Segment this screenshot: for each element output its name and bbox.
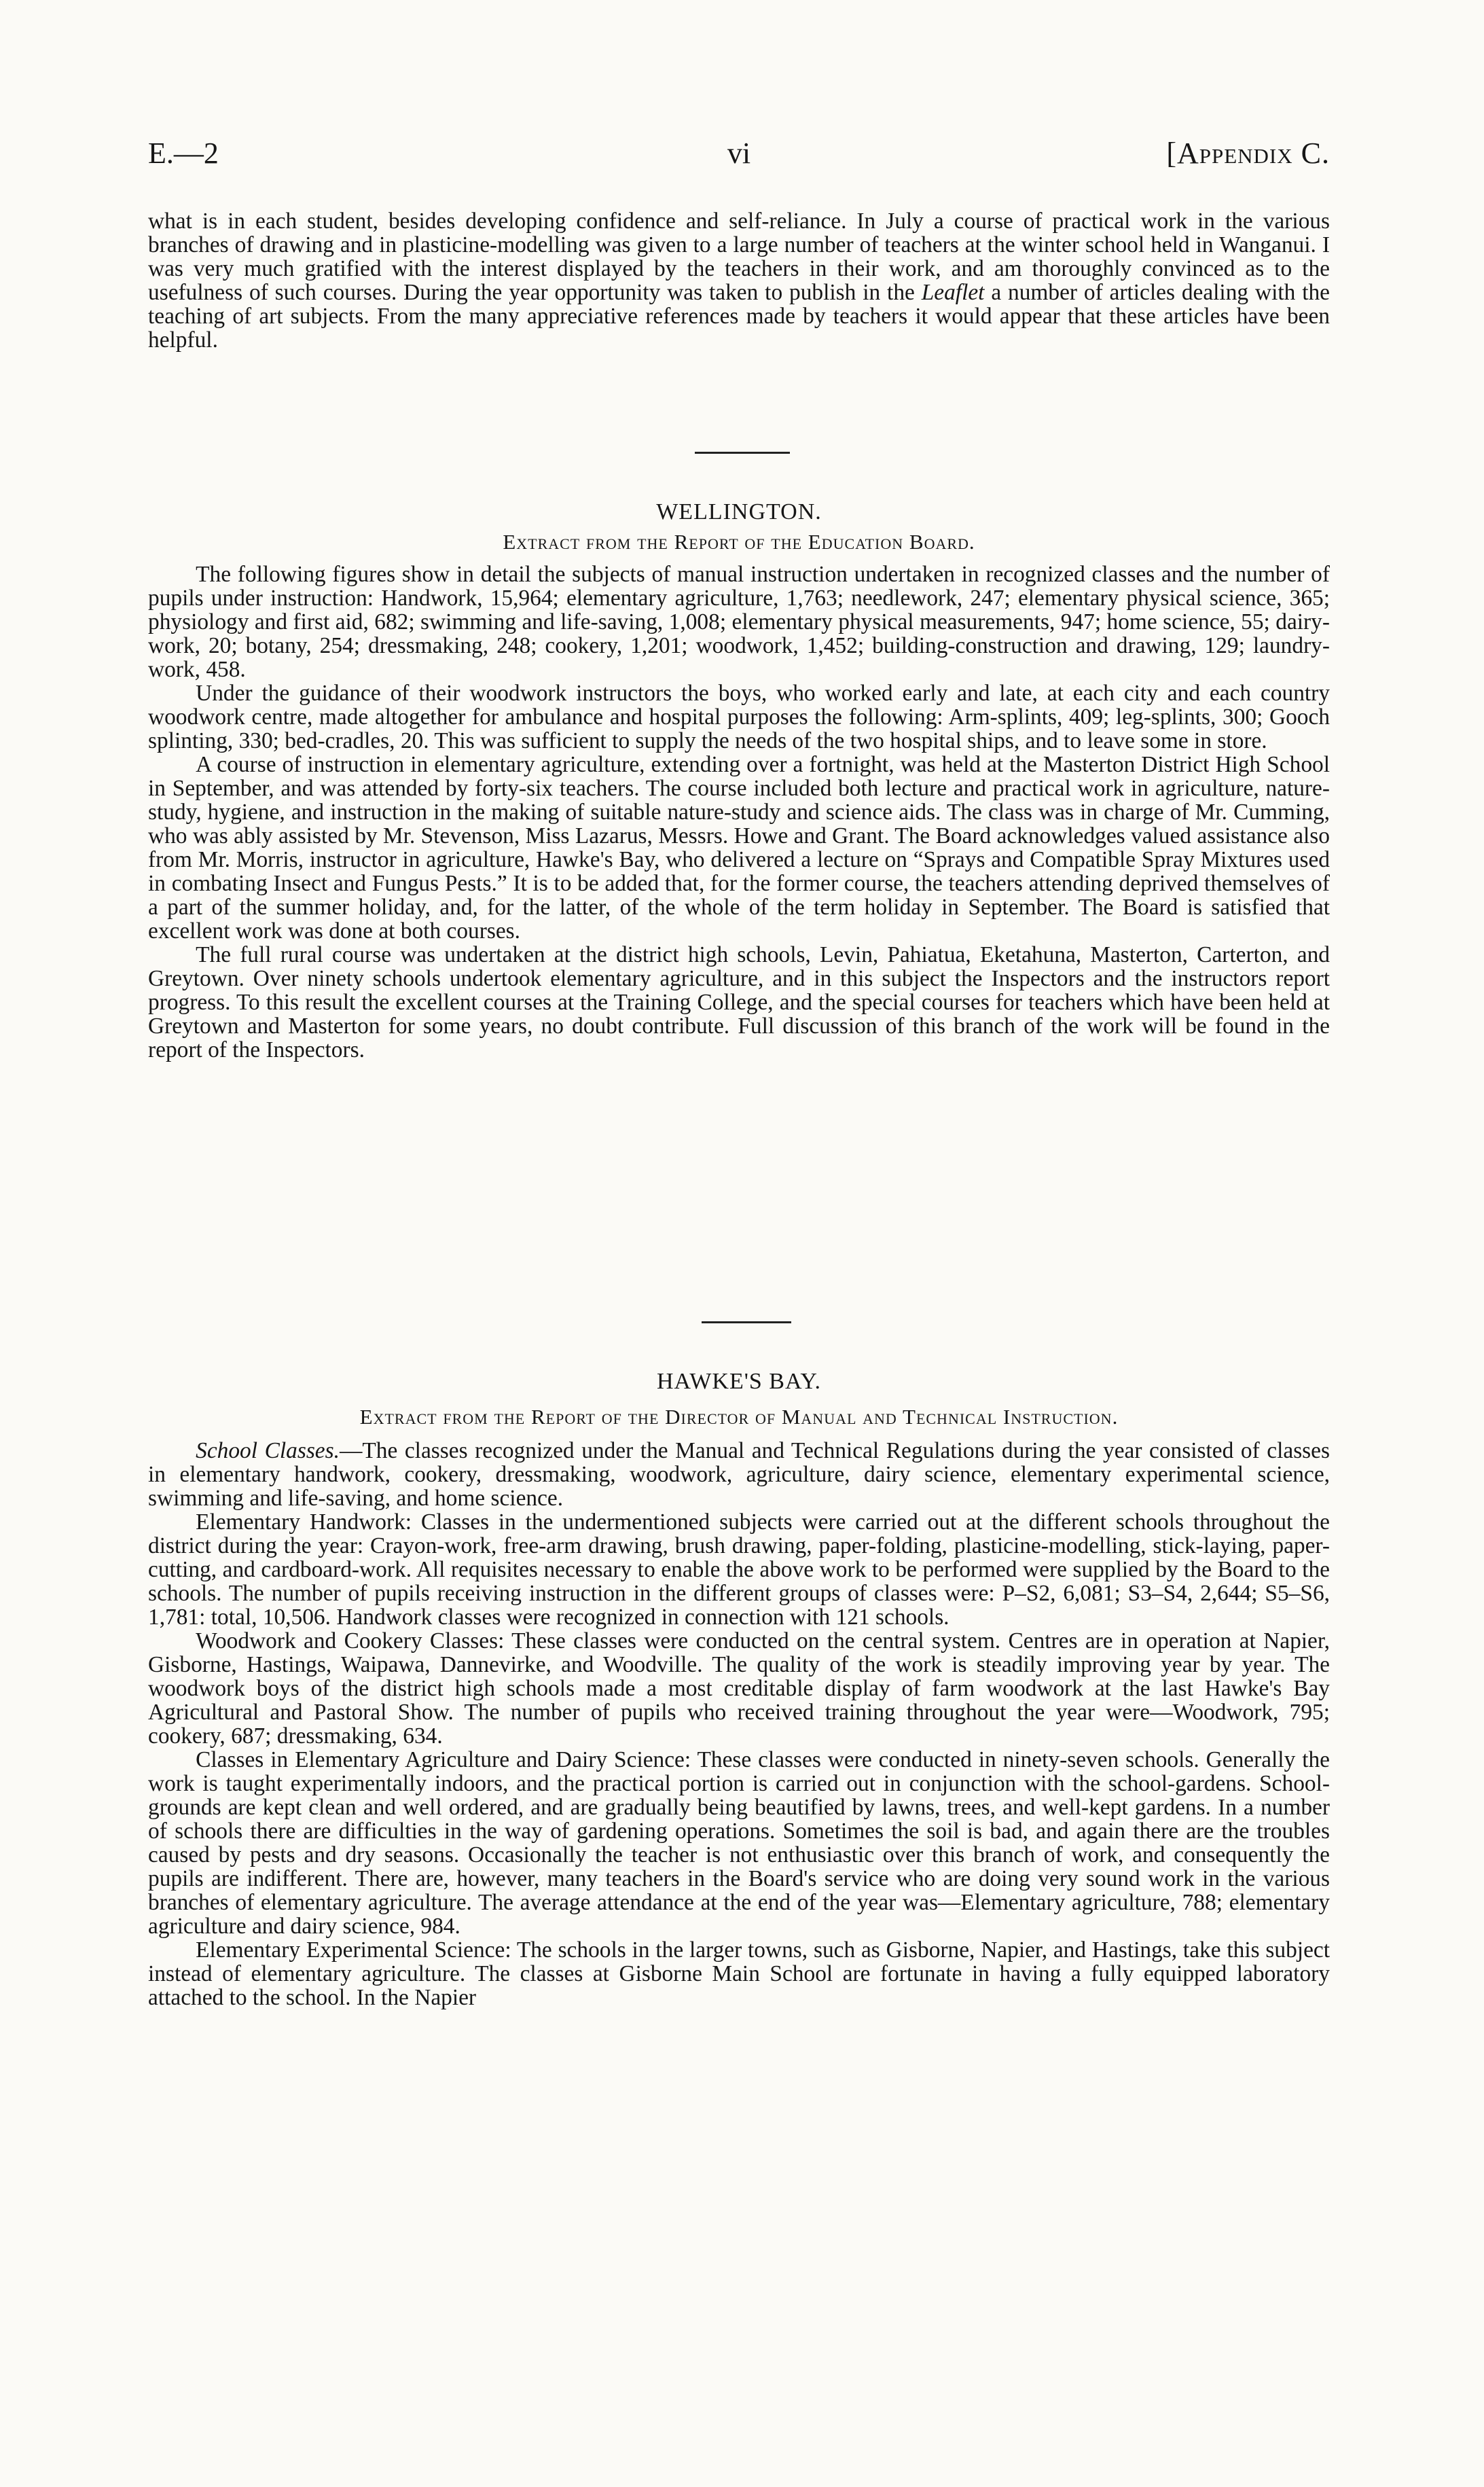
hawkes-bay-paragraph: Elementary Handwork: Classes in the undermentioned subjects were carried out at the different schools throughout the district during the year: Crayon-work, free-arm drawing, brush drawing, paper-folding, plasticine-modelling, stick-laying, paper-cutting, and cardboard-work. All requisites necessary to enable the above work to be performed were supplied by the Board to the schools. The number of pupils receiving instruction in the different groups of classes were: P–S2, 6,081; S3–S4, 2,644; S5–S6, 1,781: total, 10,506. Handwork classes were recognized in connection with 121 schools.	[148, 1509, 1330, 1630]
page-header	[148, 136, 1330, 177]
header-reference: E.—2	[148, 137, 219, 170]
intro-section	[148, 209, 1330, 352]
section-divider	[695, 452, 790, 454]
hawkes-bay-section	[148, 1439, 1330, 2009]
wellington-paragraph: The full rural course was undertaken at the district high schools, Levin, Pahiatua, Eketahuna, Masterton, Carterton, and Greytown. Over ninety schools undertook elementary agriculture, and in this subject the Inspectors and the instructors report progress. To this result the excellent courses at the Training College, and the special courses for teachers which have been held at Greytown and Masterton for some years, no doubt contribute. Full discussion of this branch of the work will be found in the report of the Inspectors.	[148, 942, 1330, 1062]
wellington-subheading: Extract from the Report of the Education Board.	[503, 530, 975, 554]
wellington-paragraph: The following figures show in detail the subjects of manual instruction undertaken in recognized classes and the number of pupils under instruction: Handwork, 15,964; elementary agriculture, 1,763; needlework, 247; elementary physical science, 365; physiology and first aid, 682; swimming and life-saving, 1,008; elementary physical measurements, 947; home science, 55; dairy-work, 20; botany, 254; dressmaking, 248; cookery, 1,201; woodwork, 1,452; building-construction and drawing, 129; laundry-work, 458.	[148, 562, 1330, 682]
intro-paragraph: what is in each student, besides developing confidence and self-reliance. In July a course of practical work in the various branches of drawing and in plasticine-modelling was given to a large number of teachers at the winter school held in Wanganui. I was very much gratified with the interest displayed by the teachers in their work, and am thoroughly convinced as to the usefulness of such courses. During the year opportunity was taken to publish in the Leaflet a number of articles dealing with the teaching of art subjects. From the many appreciative references made by teachers it would appear that these articles have been helpful.	[148, 209, 1330, 353]
wellington-section	[148, 562, 1330, 1062]
wellington-heading: WELLINGTON.	[656, 499, 822, 524]
header-page-number: vi	[727, 137, 751, 170]
header-appendix: [Appendix C.	[1166, 137, 1330, 170]
section-divider	[702, 1321, 791, 1323]
hawkes-bay-paragraph: Woodwork and Cookery Classes: These classes were conducted on the central system. Centres are in operation at Napier, Gisborne, Hastings, Waipawa, Dannevirke, and Woodville. The quality of the work is steadily improving year by year. The woodwork boys of the district high schools made a most creditable display of farm woodwork at the last Hawke's Bay Agricultural and Pastoral Show. The number of pupils who received training throughout the year were—Woodwork, 795; cookery, 687; dressmaking, 634.	[148, 1628, 1330, 1749]
hawkes-bay-heading: HAWKE'S BAY.	[656, 1369, 822, 1394]
hawkes-bay-paragraph: Elementary Experimental Science: The schools in the larger towns, such as Gisborne, Napier, and Hastings, take this subject instead of elementary agriculture. The classes at Gisborne Main School are fortunate in having a fully equipped laboratory attached to the school. In the Napier	[148, 1937, 1330, 2010]
school-classes-paragraph: School Classes.—The classes recognized under the Manual and Technical Regulations during the year consisted of classes in elementary handwork, cookery, dressmaking, woodwork, agriculture, dairy science, elementary experimental science, swimming and life-saving, and home science.	[148, 1438, 1330, 1511]
wellington-paragraph: A course of instruction in elementary agriculture, extending over a fortnight, was held at the Masterton District High School in September, and was attended by forty-six teachers. The course included both lecture and practical work in agriculture, nature-study, hygiene, and instruction in the making of suitable nature-study and science aids. The class was in charge of Mr. Cumming, who was ably assisted by Mr. Stevenson, Miss Lazarus, Messrs. Howe and Grant. The Board acknowledges valued assistance also from Mr. Morris, instructor in agriculture, Hawke's Bay, who delivered a lecture on “Sprays and Compatible Spray Mixtures used in combating Insect and Fungus Pests.” It is to be added that, for the former course, the teachers attending deprived themselves of a part of the summer holiday, and, for the latter, of the whole of the term holiday in September. The Board is satisfied that excellent work was done at both courses.	[148, 752, 1330, 944]
wellington-paragraph: Under the guidance of their woodwork instructors the boys, who worked early and late, at each city and each country woodwork centre, made altogether for ambulance and hospital purposes the following: Arm-splints, 409; leg-splints, 300; Gooch splinting, 330; bed-cradles, 20. This was sufficient to supply the needs of the two hospital ships, and to leave some in store.	[148, 681, 1330, 753]
hawkes-bay-paragraph: Classes in Elementary Agriculture and Dairy Science: These classes were conducted in ninety-seven schools. Generally the work is taught experimentally indoors, and the practical portion is carried out in conjunction with the school-gardens. School-grounds are kept clean and well ordered, and are gradually being beautified by lawns, trees, and well-kept gardens. In a number of schools there are difficulties in the way of gardening operations. Sometimes the soil is bad, and again there are the troubles caused by pests and dry seasons. Occasionally the teacher is not enthusiastic over this branch of work, and consequently the pupils are indifferent. There are, however, many teachers in the Board's service who are doing very sound work in the various branches of elementary agriculture. The average attendance at the end of the year was—Elementary agriculture, 788; elementary agriculture and dairy science, 984.	[148, 1747, 1330, 1939]
hawkes-bay-subheading: Extract from the Report of the Director of Manual and Technical Instruction.	[359, 1405, 1119, 1429]
